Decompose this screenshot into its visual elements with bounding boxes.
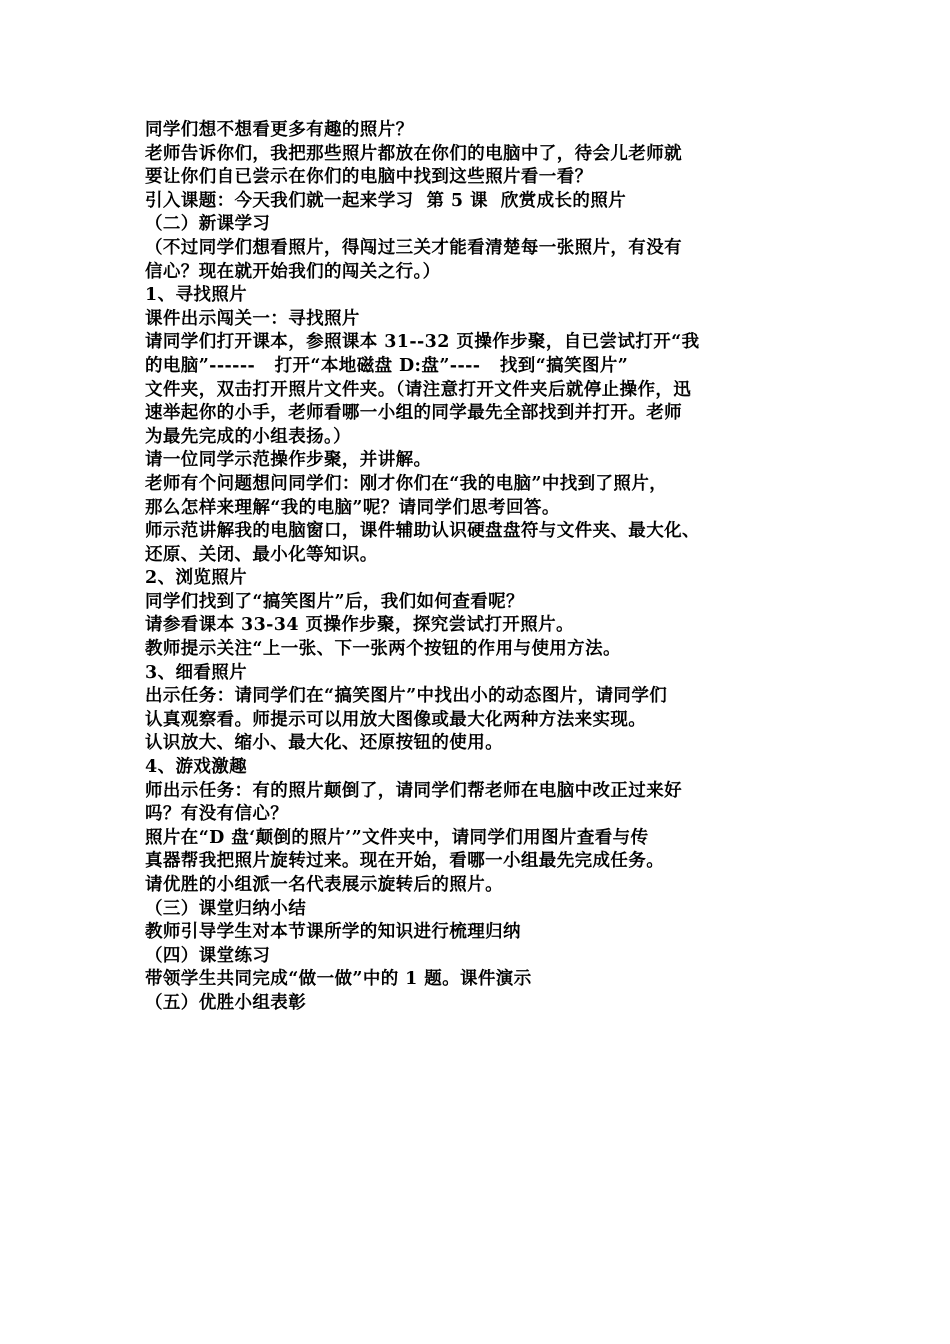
text-line: 还原、关闭、最小化等知识。 [145, 544, 378, 565]
text-line: 那么怎样来理解“我的电脑”呢？请同学们思考回答。 [145, 497, 560, 518]
subsection-heading: 1、寻找照片 [145, 285, 248, 306]
text-line: 要让你们自已尝示在你们的电脑中找到这些照片看一看？ [145, 167, 593, 188]
text-line: 信心？现在就开始我们的闯关之行。） [145, 261, 441, 282]
text-line: 同学们找到了“搞笑图片”后，我们如何查看呢？ [145, 591, 524, 612]
text-line: 吗？有没有信心？ [145, 804, 289, 825]
text-line: 请参看课本 33-34 页操作步聚，探究尝试打开照片。 [145, 615, 574, 636]
text-line: 请一位同学示范操作步聚，并讲解。 [145, 450, 432, 471]
text-line: 照片在“D 盘‘颠倒的照片’”文件夹中，请同学们用图片查看与传 [145, 827, 649, 848]
text-line: 老师告诉你们，我把那些照片都放在你们的电脑中了，待会儿老师就 [145, 143, 682, 164]
text-line: 师示范讲解我的电脑窗口，课件辅助认识硬盘盘符与文件夹、最大化、 [145, 521, 700, 542]
section-heading: （二）新课学习 [145, 214, 271, 235]
text-line: 同学们想不想看更多有趣的照片？ [145, 120, 414, 140]
subsection-heading: 2、浏览照片 [145, 568, 248, 589]
text-line: 文件夹，双击打开照片文件夹。（请注意打开文件夹后就停止操作，迅 [145, 379, 692, 400]
text-line: 教师提示关注“上一张、下一张两个按钮的作用与使用方法。 [145, 639, 621, 660]
text-line: 请同学们打开课本，参照课本 31--32 页操作步聚，自已尝试打开“我 [145, 332, 700, 353]
text-line: 为最先完成的小组表扬。） [145, 426, 352, 447]
text-line: 课件出示闯关一：寻找照片 [145, 308, 360, 329]
text-line: 认真观察看。师提示可以用放大图像或最大化两种方法来实现。 [145, 709, 647, 730]
section-heading: （三）课堂归纳小结 [145, 898, 307, 919]
text-line: （不过同学们想看照片，得闯过三关才能看清楚每一张照片，有没有 [145, 237, 682, 258]
text-line: 速举起你的小手，老师看哪一小组的同学最先全部找到并打开。老师 [145, 403, 682, 424]
text-line: 老师有个问题想问同学们：刚才你们在“我的电脑”中找到了照片， [145, 473, 668, 494]
text-line: 引入课题：今天我们就一起来学习 第 5 课 欣赏成长的照片 [145, 190, 627, 211]
text-line: 的电脑”------ 打开“本地磁盘 D:盘”---- 找到“搞笑图片” [145, 355, 629, 376]
text-line: 教师引导学生对本节课所学的知识进行梳理归纳 [145, 922, 521, 943]
text-line: 师出示任务：有的照片颠倒了，请同学们帮老师在电脑中改正过来好 [145, 780, 682, 801]
section-heading: （五）优胜小组表彰 [145, 992, 307, 1013]
text-line: 认识放大、缩小、最大化、还原按钮的使用。 [145, 733, 503, 754]
text-line: 真器帮我把照片旋转过来。现在开始，看哪一小组最先完成任务。 [145, 851, 665, 872]
text-line: 出示任务：请同学们在“搞笑图片”中找出小的动态图片，请同学们 [145, 686, 668, 707]
subsection-heading: 4、游戏激趣 [145, 757, 248, 778]
subsection-heading: 3、细看照片 [145, 662, 248, 683]
lesson-plan-text [145, 119, 835, 1016]
section-heading: （四）课堂练习 [145, 945, 271, 966]
text-line: 请优胜的小组派一名代表展示旋转后的照片。 [145, 875, 503, 895]
text-line: 带领学生共同完成“做一做”中的 1 题。课件演示 [145, 969, 532, 990]
